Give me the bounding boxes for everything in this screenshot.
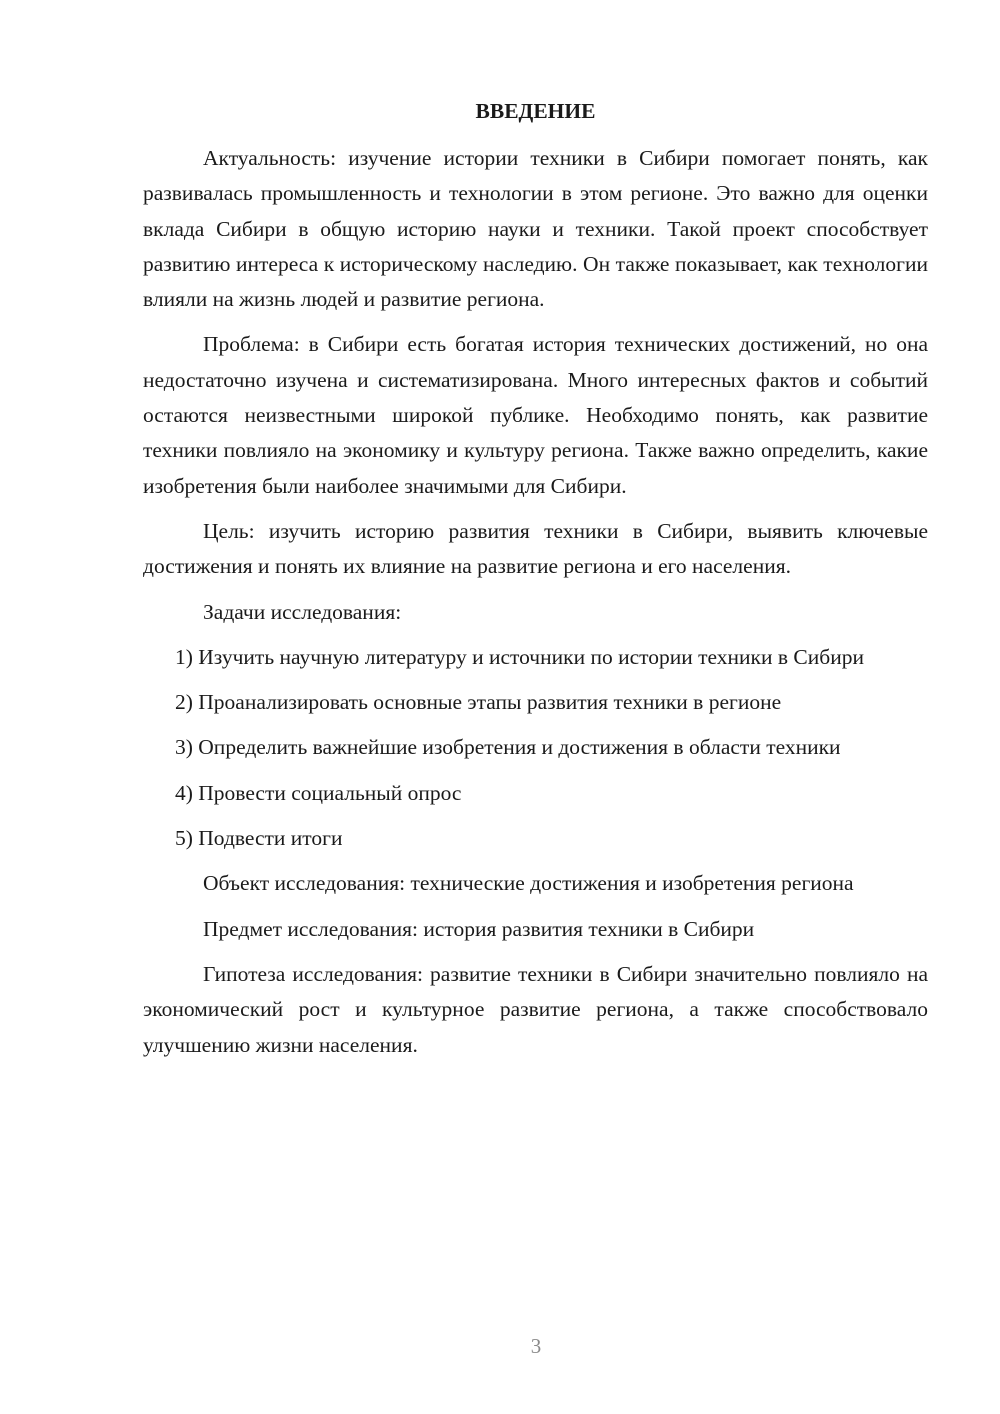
task-item-4: 4) Провести социальный опрос	[175, 780, 462, 805]
task-item-5: 5) Подвести итоги	[175, 826, 343, 851]
problem-paragraph: Проблема: в Сибири есть богатая история технических достижений, но она недостаточно изучена и систематизирована. Много интересных фактов и событий остаются неизвестными широкой публике. Необходимо понять, как развитие техники повлияло на экономику и культуру региона. Также важно определить, какие изобретения были наиболее значимыми для Сибири.	[143, 332, 928, 498]
task-item-1: 1) Изучить научную литературу и источники по истории техники в Сибири	[175, 644, 864, 669]
page-number: 3	[530, 1334, 542, 1358]
relevance-paragraph: Актуальность: изучение истории техники в Сибири помогает понять, как развивалась промышленность и технологии в этом регионе. Это важно для оценки вклада Сибири в общую историю науки и техники. Такой проект способствует развитию интереса к историческому наследию. Он также показывает, как технологии влияли на жизнь людей и развитие региона.	[143, 146, 928, 312]
tasks-title: Задачи исследования:	[203, 599, 402, 624]
subject-paragraph: Предмет исследования: история развития техники в Сибири	[203, 916, 755, 941]
document-page	[143, 96, 928, 1073]
hypothesis-paragraph: Гипотеза исследования: развитие техники в Сибири значительно повлияло на экономический рост и культурное развитие региона, а также способствовало улучшению жизни населения.	[143, 961, 928, 1057]
goal-paragraph: Цель: изучить историю развития техники в Сибири, выявить ключевые достижения и понять их влияние на развитие региона и его населения.	[143, 518, 928, 579]
task-item-2: 2) Проанализировать основные этапы развития техники в регионе	[175, 690, 782, 715]
object-paragraph: Объект исследования: технические достижения и изобретения региона	[203, 871, 854, 896]
task-item-3: 3) Определить важнейшие изобретения и достижения в области техники	[175, 735, 841, 760]
section-heading: ВВЕДЕНИЕ	[475, 99, 596, 123]
